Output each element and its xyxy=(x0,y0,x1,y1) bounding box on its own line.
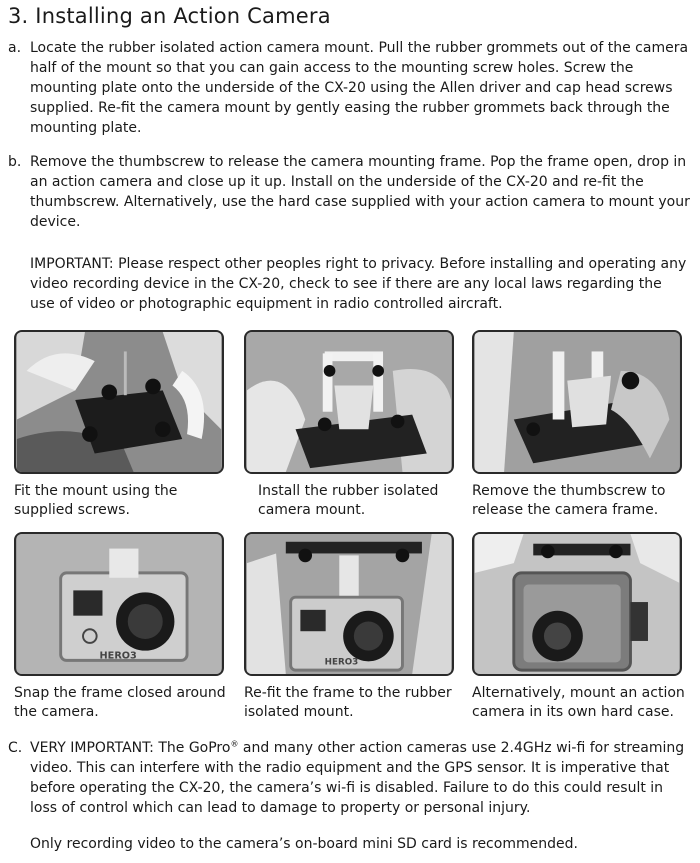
privacy-notice: IMPORTANT: Please respect other peoples right to privacy. Before installing and operating any video recording device in the CX-20, check to see if there are any local laws regarding the use of video or photographic equipment in radio controlled aircraft. xyxy=(30,256,687,312)
camera-model-label-2: HERO3 xyxy=(324,657,359,668)
isolated-mount-photo xyxy=(244,330,454,474)
photo-1-caption: Fit the mount using the supplied screws. xyxy=(14,483,178,518)
sd-card-note: Only recording video to the camera’s on-board mini SD card is recommended. xyxy=(30,836,578,852)
thumbscrew-illustration xyxy=(474,332,680,472)
camera-model-label: HERO3 xyxy=(99,650,137,662)
isolated-mount-illustration xyxy=(246,332,452,472)
photo-3-caption: Remove the thumbscrew to release the camera frame. xyxy=(472,483,666,518)
step-a xyxy=(8,38,692,138)
step-b-label: b. xyxy=(8,154,22,170)
photo-4-caption: Snap the frame closed around the camera. xyxy=(14,685,226,720)
step-b xyxy=(8,152,692,232)
camera-frame-illustration xyxy=(16,534,222,674)
registered-trademark: ® xyxy=(230,739,239,749)
refit-frame-illustration xyxy=(246,534,452,674)
refit-frame-photo xyxy=(244,532,454,676)
step-c-text-part2: and many other action cameras use 2.4GHz wi-fi for streaming video. This can interfere with the radio equipment and the GPS sensor. It is imperative that before operating the CX-20, the camera’s wi-fi is disabled. Failure to do this could result in loss of control which can lead to damage to property or personal injury. xyxy=(30,740,685,816)
camera-frame-photo xyxy=(14,532,224,676)
step-a-text: Locate the rubber isolated action camera mount. Pull the rubber grommets out of the camera half of the mount so that you can gain access to the mounting screw holes. Screw the mounting plate onto the underside of the CX-20 using the Allen driver and cap head screws supplied. Re-fit the camera mount by gently easing the rubber grommets back through the mounting plate. xyxy=(30,40,689,136)
photo-2-caption: Install the rubber isolated camera mount. xyxy=(258,483,439,518)
mounting-plate-illustration xyxy=(16,332,222,472)
section-title: 3. Installing an Action Camera xyxy=(8,4,331,28)
hard-case-illustration xyxy=(474,534,680,674)
photo-5-caption: Re-fit the frame to the rubber isolated mount. xyxy=(244,685,452,720)
step-c-label: C. xyxy=(8,740,23,756)
step-a-label: a. xyxy=(8,40,22,56)
hard-case-photo xyxy=(472,532,682,676)
step-b-text: Remove the thumbscrew to release the camera mounting frame. Pop the frame open, drop in an action camera and close up it up. Install on the underside of the CX-20 and re-fit the thumbscrew. Alternatively, use the hard case supplied with your action camera to mount your device. xyxy=(30,154,690,230)
step-c-text-part1: VERY IMPORTANT: The GoPro xyxy=(30,740,231,756)
thumbscrew-photo xyxy=(472,330,682,474)
step-c-text xyxy=(30,738,692,818)
step-c xyxy=(8,738,692,818)
photo-6-caption: Alternatively, mount an action camera in its own hard case. xyxy=(472,685,685,720)
mounting-plate-photo xyxy=(14,330,224,474)
